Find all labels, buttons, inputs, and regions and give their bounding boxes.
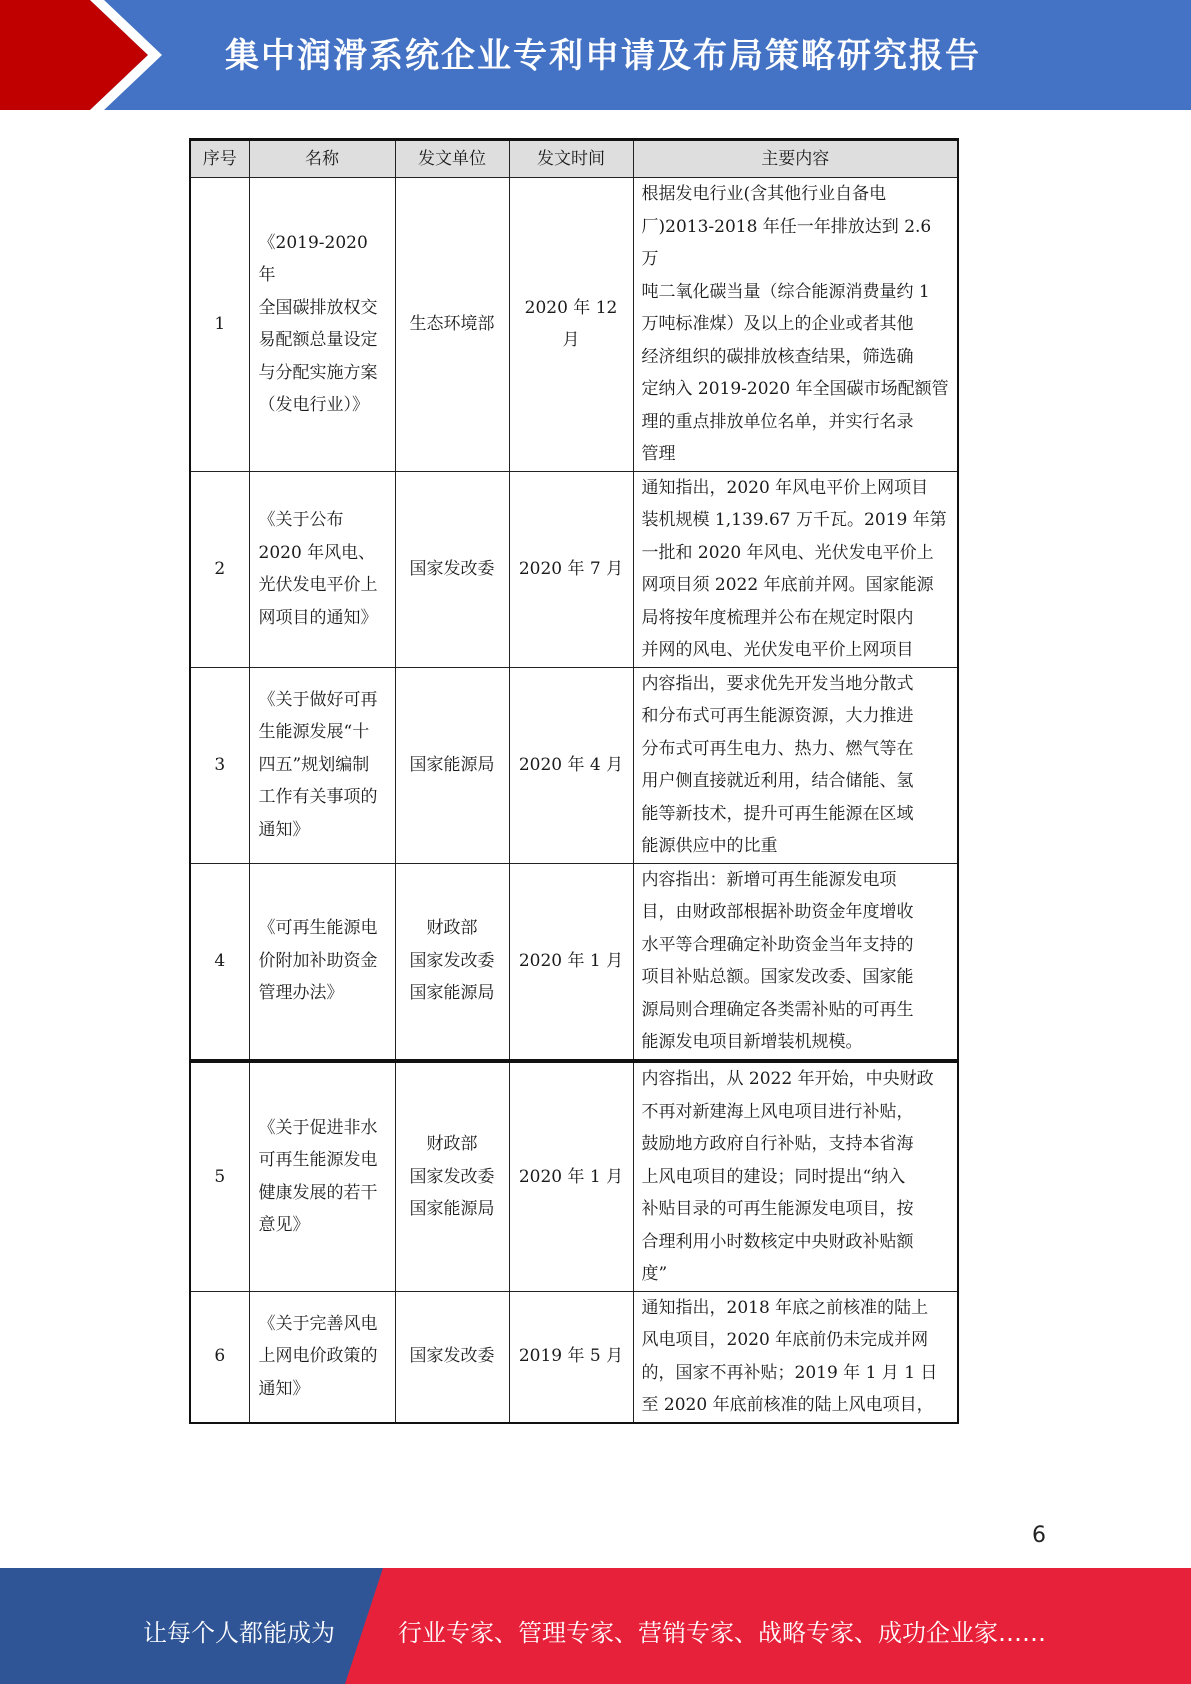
cell-unit-line: 国家发改委	[409, 558, 495, 579]
cell-no: 3	[190, 667, 249, 863]
cell-content-line: 通知指出，2020 年风电平价上网项目	[641, 477, 929, 498]
cell-no: 6	[190, 1291, 249, 1423]
cell-content-line: 万吨标准煤）及以上的企业或者其他	[641, 314, 914, 334]
cell-content-line: 能源发电项目新增装机规模。	[641, 1032, 863, 1052]
cell-name	[249, 1291, 395, 1423]
cell-unit-line: 国家发改委	[409, 1346, 495, 1367]
cell-content-line: 内容指出：新增可再生能源发电项	[641, 869, 897, 890]
cell-content-line: 不再对新建海上风电项目进行补贴，	[641, 1101, 914, 1122]
cell-unit-line: 国家发改委	[409, 950, 495, 971]
cell-content	[633, 1062, 958, 1291]
cell-content-line: 分布式可再生电力、热力、燃气等在	[641, 738, 914, 759]
cell-date: 2019 年 5 月	[509, 1291, 633, 1423]
cell-content-line: 装机规模 1,139.67 万千瓦。2019 年第	[641, 510, 947, 530]
cell-content-line: 能源供应中的比重	[641, 836, 778, 856]
table-row	[190, 1291, 958, 1423]
cell-content	[633, 178, 958, 472]
cell-content-line: 并网的风电、光伏发电平价上网项目	[641, 640, 914, 660]
cell-unit	[395, 863, 509, 1060]
cell-content-line: 和分布式可再生能源资源，大力推进	[641, 706, 914, 726]
cell-unit-line: 国家发改委	[409, 1166, 495, 1187]
cell-name-line: 生能源发展“十	[258, 722, 370, 743]
report-title: 集中润滑系统企业专利申请及布局策略研究报告	[225, 36, 981, 76]
cell-content-line: 内容指出，要求优先开发当地分散式	[641, 673, 914, 694]
cell-name-line: 上网电价政策的	[258, 1346, 378, 1367]
cell-content-line: 至 2020 年底前核准的陆上风电项目，	[641, 1395, 934, 1415]
col-header-no: 序号	[190, 140, 249, 178]
cell-name-line: 通知》	[258, 819, 310, 840]
policy-table-part-2	[189, 1061, 959, 1424]
cell-content-line: 合理利用小时数核定中央财政补贴额	[641, 1231, 914, 1252]
table-row	[190, 1062, 958, 1291]
cell-name-line: 《关于公布	[258, 510, 344, 530]
cell-content-line: 鼓励地方政府自行补贴，支持本省海	[641, 1134, 914, 1154]
cell-name-line: 可再生能源发电	[258, 1150, 378, 1171]
col-header-date: 发文时间	[509, 140, 633, 178]
cell-name-line: 通知》	[258, 1378, 310, 1399]
col-header-content: 主要内容	[633, 140, 958, 178]
cell-name-line: 《2019-2020 年	[258, 232, 368, 286]
table-header-row	[190, 140, 958, 178]
cell-content-line: 上风电项目的建设；同时提出“纳入	[641, 1166, 906, 1187]
cell-name	[249, 1062, 395, 1291]
cell-name	[249, 863, 395, 1060]
cell-content-line: 局将按年度梳理并公布在规定时限内	[641, 607, 914, 628]
cell-date: 2020 年 7 月	[509, 471, 633, 667]
cell-name-line: 《关于完善风电	[258, 1313, 378, 1334]
cell-content	[633, 863, 958, 1060]
table-row	[190, 178, 958, 472]
cell-no: 2	[190, 471, 249, 667]
cell-date: 2020 年 1 月	[509, 1062, 633, 1291]
cell-unit	[395, 1291, 509, 1423]
table-row	[190, 863, 958, 1060]
cell-no: 5	[190, 1062, 249, 1291]
cell-date: 2020 年 1 月	[509, 863, 633, 1060]
cell-name-line: 《可再生能源电	[258, 918, 378, 939]
footer-slogan-right: 行业专家、管理专家、营销专家、战略专家、成功企业家……	[398, 1619, 1046, 1647]
cell-content-line: 定纳入 2019-2020 年全国碳市场配额管	[641, 379, 949, 399]
cell-name-line: 四五”规划编制	[258, 754, 370, 775]
cell-name-line: 全国碳排放权交	[258, 297, 378, 318]
cell-content-line: 网项目须 2022 年底前并网。国家能源	[641, 575, 934, 595]
table-row	[190, 471, 958, 667]
cell-unit-line: 国家能源局	[409, 1199, 495, 1219]
cell-content-line: 用户侧直接就近利用，结合储能、氢	[641, 771, 914, 791]
cell-name	[249, 471, 395, 667]
cell-name-line: 健康发展的若干	[258, 1182, 378, 1203]
cell-content-line: 度”	[641, 1264, 668, 1284]
cell-name-line: 易配额总量设定	[258, 330, 378, 351]
cell-content-line: 根据发电行业(含其他行业自备电	[641, 184, 887, 204]
cell-content-line: 理的重点排放单位名单，并实行名录	[641, 411, 914, 432]
cell-content-line: 风电项目，2020 年底前仍未完成并网	[641, 1330, 929, 1350]
page-footer	[0, 1568, 1191, 1684]
cell-name-line: 管理办法》	[258, 983, 344, 1004]
page-header	[0, 0, 1191, 110]
cell-content-line: 厂)2013-2018 年任一年排放达到 2.6 万	[641, 216, 932, 269]
cell-date: 2020 年 12 月	[509, 178, 633, 472]
cell-content	[633, 1291, 958, 1423]
table-row	[190, 667, 958, 863]
cell-content-line: 通知指出，2018 年底之前核准的陆上	[641, 1297, 929, 1318]
cell-name	[249, 178, 395, 472]
cell-content-line: 补贴目录的可再生能源发电项目，按	[641, 1199, 914, 1219]
cell-content	[633, 471, 958, 667]
cell-content-line: 内容指出，从 2022 年开始，中央财政	[641, 1069, 934, 1089]
cell-content-line: 的，国家不再补贴；2019 年 1 月 1 日	[641, 1362, 938, 1383]
cell-date: 2020 年 4 月	[509, 667, 633, 863]
cell-unit-line: 财政部	[426, 918, 478, 939]
col-header-name: 名称	[249, 140, 395, 178]
cell-unit-line: 国家能源局	[409, 983, 495, 1004]
cell-no: 1	[190, 178, 249, 472]
cell-content-line: 一批和 2020 年风电、光伏发电平价上	[641, 542, 934, 563]
cell-name-line: 2020 年风电、	[258, 542, 376, 563]
cell-name	[249, 667, 395, 863]
cell-unit-line: 生态环境部	[409, 314, 495, 334]
cell-content-line: 管理	[641, 444, 676, 464]
cell-content-line: 经济组织的碳排放核查结果，筛选确	[641, 346, 914, 367]
cell-content-line: 水平等合理确定补助资金当年支持的	[641, 934, 914, 955]
header-chevron-icon	[0, 0, 170, 110]
cell-name-line: 与分配实施方案	[258, 362, 378, 383]
cell-unit	[395, 178, 509, 472]
cell-name-line: （发电行业）》	[258, 395, 369, 416]
cell-content-line: 吨二氧化碳当量（综合能源消费量约 1	[641, 281, 930, 302]
cell-name-line: 网项目的通知》	[258, 607, 378, 628]
cell-content-line: 项目补贴总额。国家发改委、国家能	[641, 967, 914, 987]
cell-content-line: 源局则合理确定各类需补贴的可再生	[641, 999, 914, 1020]
cell-unit	[395, 667, 509, 863]
cell-content-line: 能等新技术，提升可再生能源在区域	[641, 803, 914, 824]
cell-name-line: 价附加补助资金	[258, 950, 378, 971]
page-number: 6	[1032, 1523, 1046, 1548]
cell-unit	[395, 471, 509, 667]
cell-unit-line: 国家能源局	[409, 754, 495, 775]
cell-content	[633, 667, 958, 863]
cell-name-line: 意见》	[258, 1215, 310, 1236]
cell-name-line: 《关于做好可再	[258, 689, 378, 710]
cell-content-line: 目，由财政部根据补助资金年度增收	[641, 902, 914, 922]
cell-name-line: 光伏发电平价上	[258, 575, 378, 595]
policy-table-part-1	[189, 138, 959, 1061]
cell-name-line: 工作有关事项的	[258, 787, 378, 808]
cell-name-line: 《关于促进非水	[258, 1117, 378, 1138]
cell-no: 4	[190, 863, 249, 1060]
footer-slogan-left: 让每个人都能成为	[143, 1619, 335, 1647]
col-header-unit: 发文单位	[395, 140, 509, 178]
cell-unit	[395, 1062, 509, 1291]
cell-unit-line: 财政部	[426, 1134, 478, 1154]
